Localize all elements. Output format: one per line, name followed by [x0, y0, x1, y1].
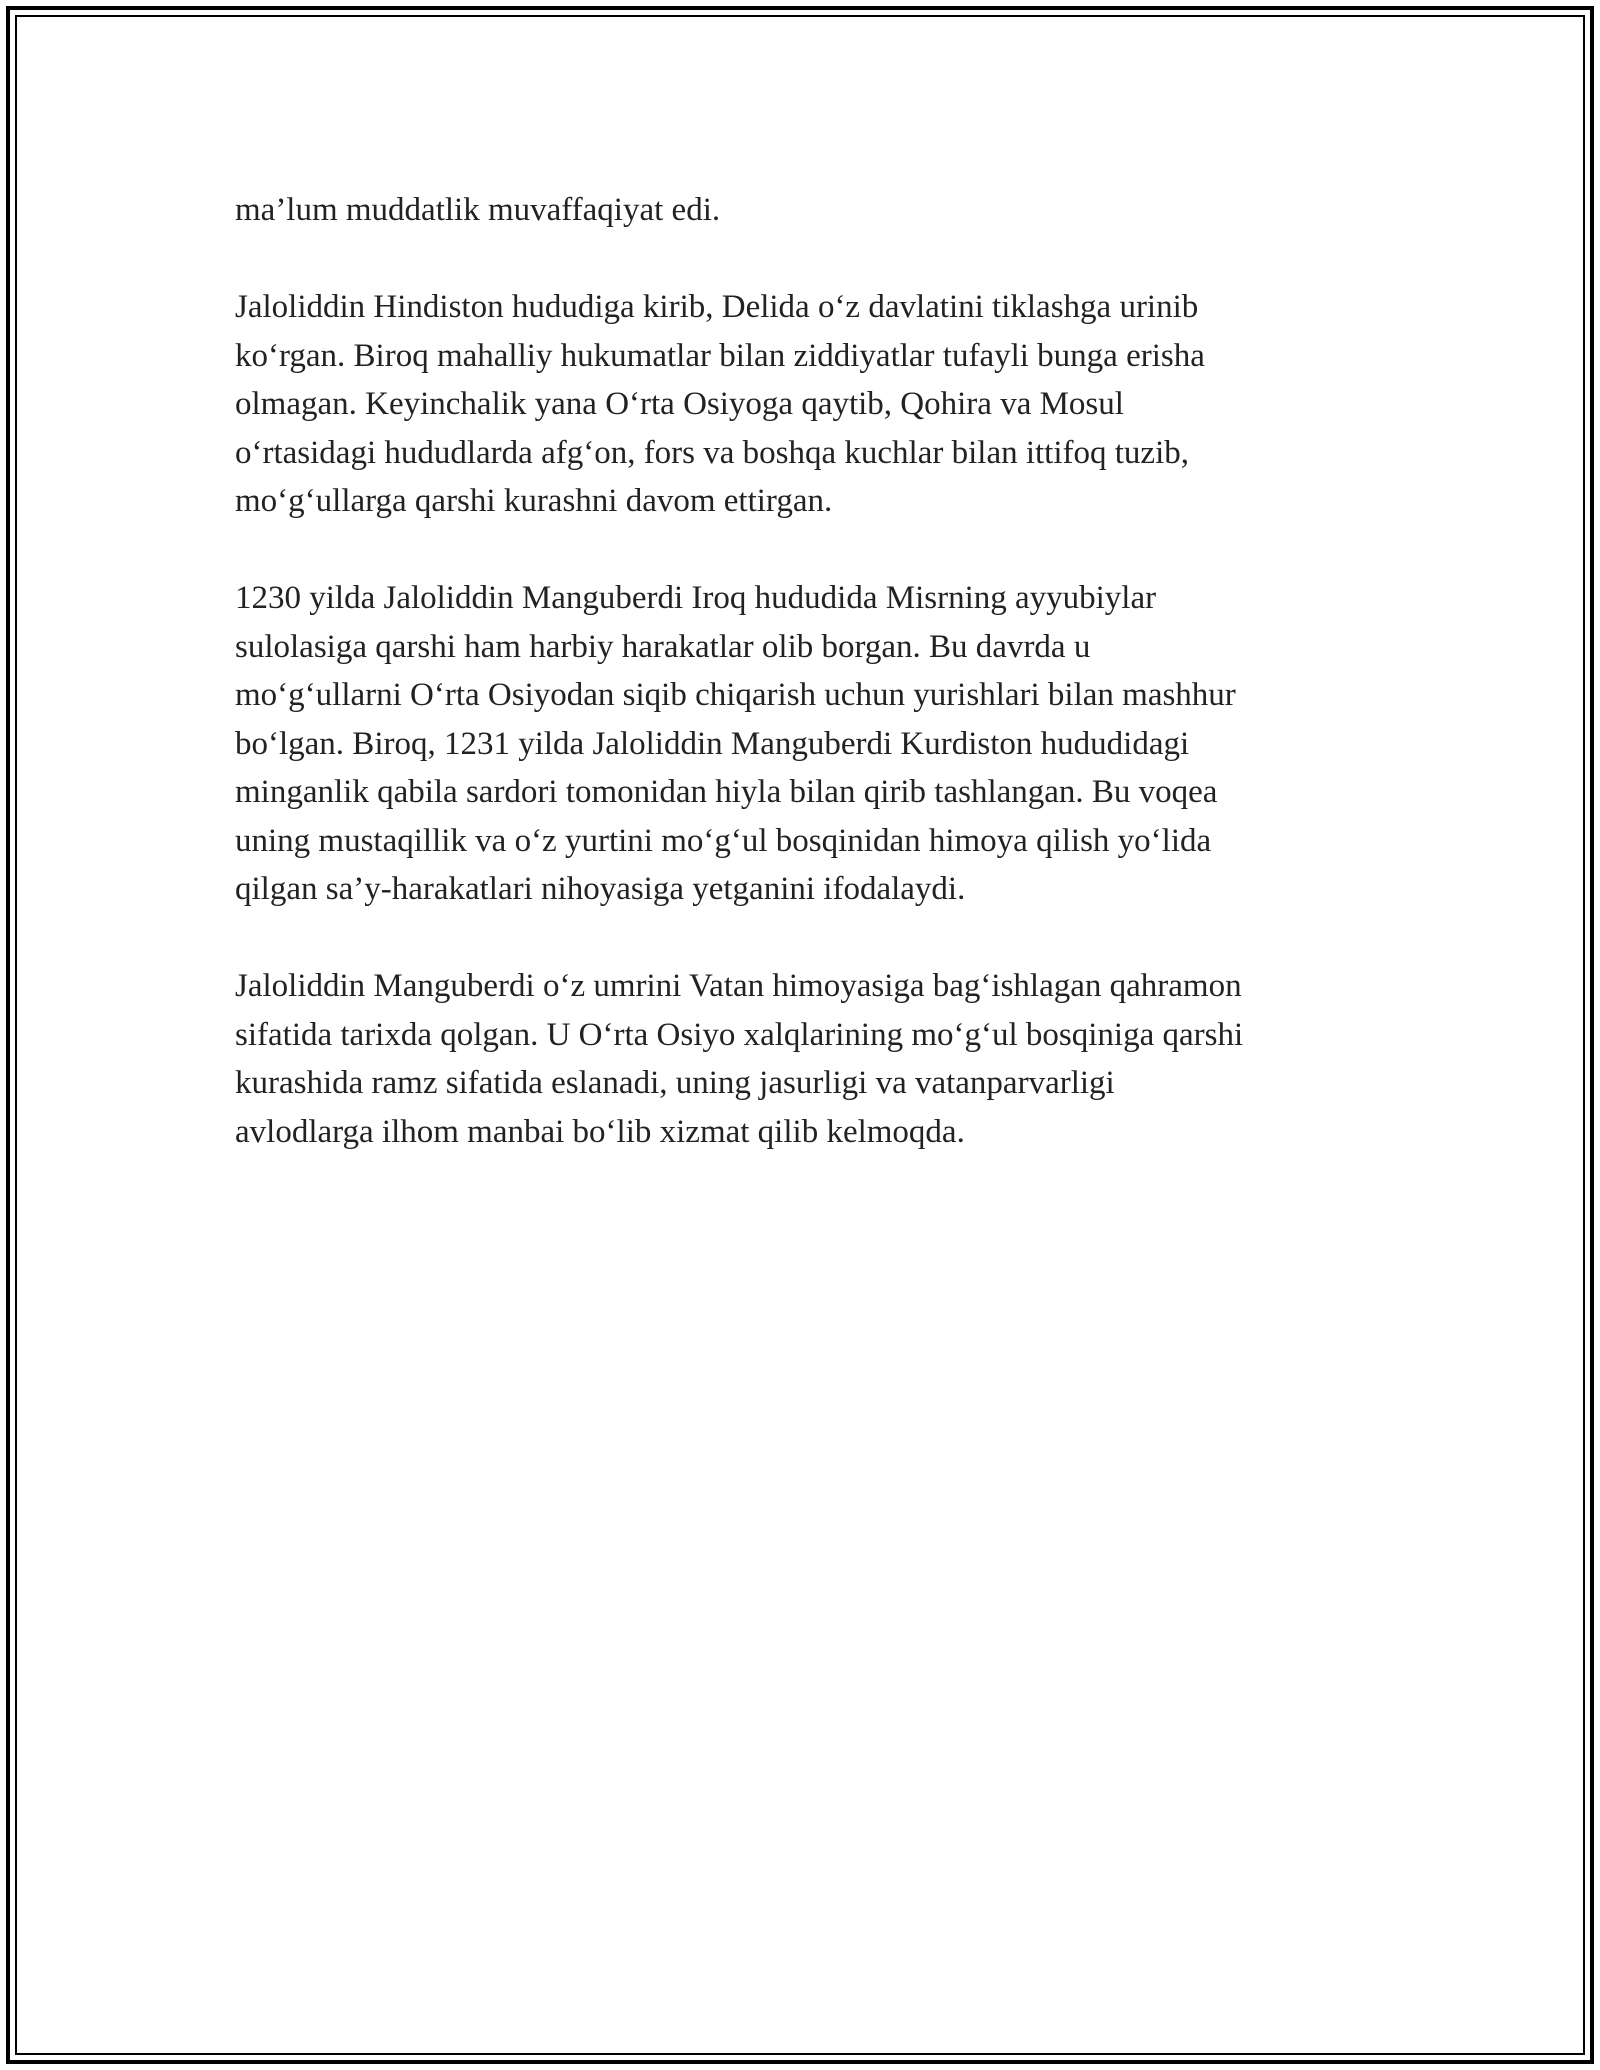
text-line: sifatida tarixda qolgan. U O‘rta Osiyo xalqlarining mo‘g‘ul bosqiniga qarshi — [235, 1016, 1244, 1053]
text-line: mo‘g‘ullarni O‘rta Osiyodan siqib chiqarish uchun yurishlari bilan mashhur — [235, 677, 1236, 713]
text-line: o‘rtasidagi hududlarda afg‘on, fors va boshqa kuchlar bilan ittifoq tuzib, — [235, 434, 1189, 471]
text-line: bo‘lgan. Biroq, 1231 yilda Jaloliddin Manguberdi Kurdiston hududidagi — [235, 725, 1190, 762]
text-line: uning mustaqillik va o‘z yurtini mo‘g‘ul bosqinidan himoya qilish yo‘lida — [235, 822, 1212, 859]
text-line: kurashida ramz sifatida eslanadi, uning jasurligi va vatanparvarligi — [235, 1065, 1115, 1101]
text-line: sulolasiga qarshi ham harbiy harakatlar olib borgan. Bu davrda u — [235, 628, 1091, 665]
text-line: olmagan. Keyinchalik yana O‘rta Osiyoga qaytib, Qohira va Mosul — [235, 386, 1124, 422]
text-line: qilgan sa’y-harakatlari nihoyasiga yetganini ifodalaydi. — [235, 871, 966, 907]
paragraph-3 — [235, 574, 1380, 914]
paragraph-1 — [235, 186, 1380, 235]
text-line: ma’lum muddatlik muvaffaqiyat edi. — [235, 192, 721, 228]
paragraph-4 — [235, 962, 1380, 1156]
text-line: Jaloliddin Manguberdi o‘z umrini Vatan himoyasiga bag‘ishlagan qahramon — [235, 968, 1242, 1004]
document-body — [235, 186, 1380, 1205]
paragraph-2 — [235, 283, 1380, 526]
text-line: mo‘g‘ullarga qarshi kurashni davom ettirgan. — [235, 483, 833, 519]
text-line: 1230 yilda Jaloliddin Manguberdi Iroq hududida Misrning ayyubiylar — [235, 580, 1157, 616]
text-line: avlodlarga ilhom manbai bo‘lib xizmat qilib kelmoqda. — [235, 1113, 965, 1150]
text-line: minganlik qabila sardori tomonidan hiyla bilan qirib tashlangan. Bu voqea — [235, 774, 1218, 810]
text-line: Jaloliddin Hindiston hududiga kirib, Delida o‘z davlatini tiklashga urinib — [235, 289, 1199, 325]
text-line: ko‘rgan. Biroq mahalliy hukumatlar bilan ziddiyatlar tufayli bunga erisha — [235, 337, 1205, 374]
